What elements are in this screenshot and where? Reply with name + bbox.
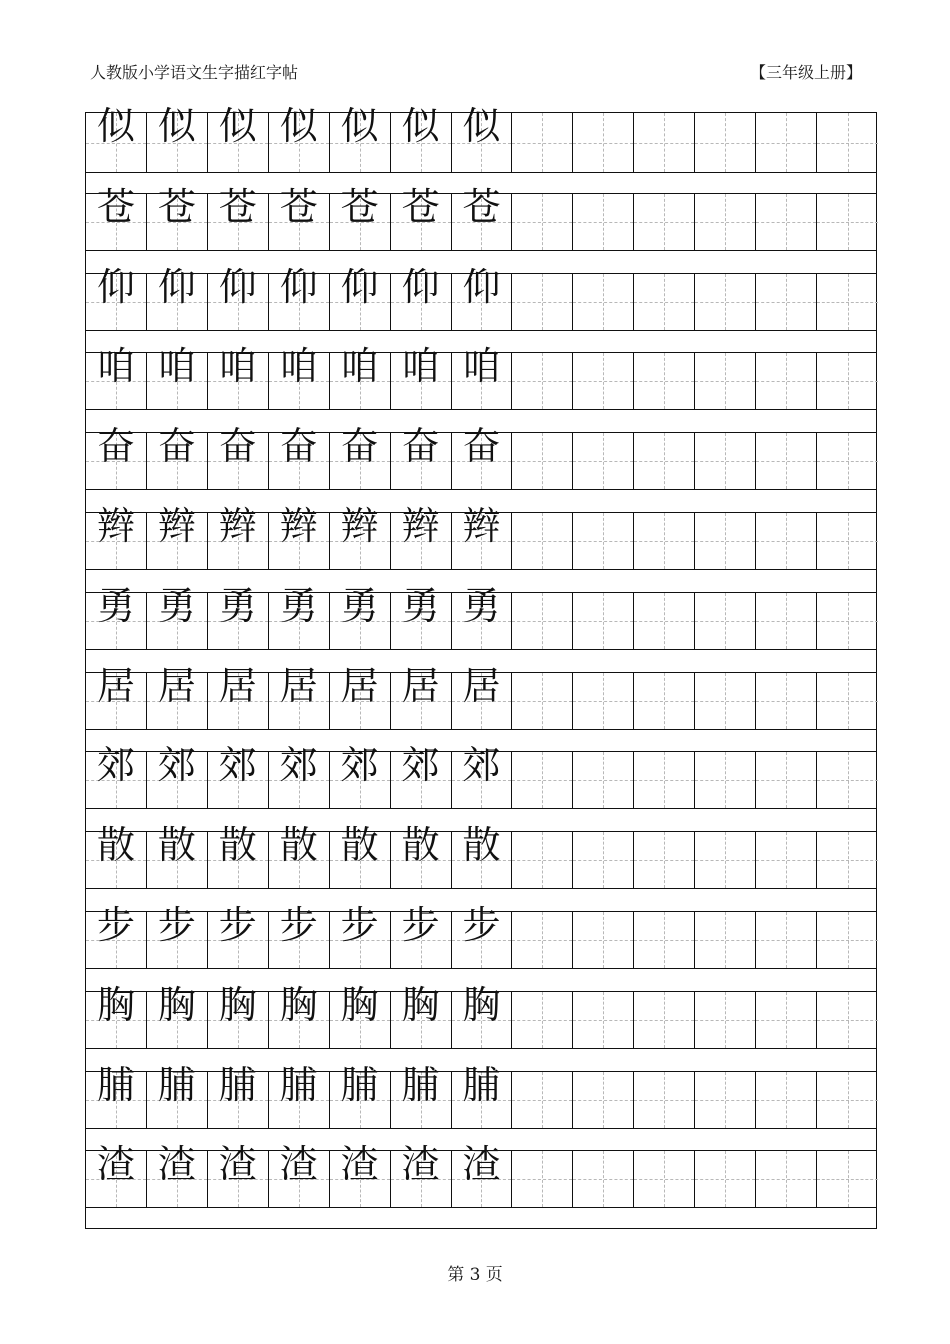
practice-character: 苍 (462, 184, 501, 229)
trace-cell (86, 823, 147, 888)
practice-character: 似 (401, 104, 440, 148)
practice-character: 似 (96, 104, 135, 148)
blank-cell (573, 513, 634, 569)
practice-row (86, 344, 876, 410)
trace-cell (147, 1062, 208, 1128)
practice-character: 咱 (279, 344, 318, 389)
practice-character: 居 (218, 663, 257, 708)
blank-cell (573, 593, 634, 649)
blank-cell (634, 433, 695, 489)
page-number: 第 3 页 (447, 1265, 503, 1285)
practice-character: 居 (401, 663, 440, 708)
trace-cell (330, 344, 391, 409)
trace-cell (391, 344, 452, 409)
blank-cell (573, 1151, 634, 1207)
trace-cell (330, 1142, 391, 1207)
blank-cell (756, 353, 817, 409)
trace-cell (330, 504, 391, 569)
blank-cell (756, 274, 817, 330)
blank-cell (817, 113, 878, 172)
trace-cell (208, 424, 269, 489)
trace-cell (391, 1142, 452, 1207)
practice-character: 脯 (157, 1062, 196, 1107)
blank-cell (634, 113, 695, 172)
practice-character: 胸 (279, 982, 318, 1027)
blank-cell (817, 1072, 878, 1128)
practice-character: 仰 (218, 264, 257, 309)
practice-row (86, 903, 876, 969)
practice-character: 胸 (218, 982, 257, 1027)
blank-cell (756, 912, 817, 968)
blank-cell (695, 353, 756, 409)
trace-cell (269, 264, 330, 330)
practice-character: 勇 (401, 583, 440, 628)
trace-cell (208, 982, 269, 1048)
blank-cell (512, 752, 573, 808)
practice-character: 郊 (96, 743, 135, 788)
blank-cell (573, 194, 634, 250)
practice-character: 郊 (401, 743, 440, 788)
trace-cell (330, 583, 391, 649)
trace-cell (208, 1142, 269, 1207)
practice-character: 渣 (401, 1142, 440, 1187)
blank-cell (634, 194, 695, 250)
blank-cell (817, 353, 878, 409)
trace-cell (452, 424, 513, 489)
trace-cell (269, 903, 330, 968)
practice-character: 渣 (218, 1142, 257, 1187)
blank-cell (695, 832, 756, 888)
trace-cell (208, 344, 269, 409)
trace-cell (452, 104, 513, 172)
practice-character: 勇 (462, 583, 501, 628)
trace-cell (391, 982, 452, 1048)
practice-character: 脯 (340, 1062, 379, 1107)
practice-character: 郊 (279, 743, 318, 788)
practice-character: 胸 (340, 982, 379, 1027)
practice-character: 苍 (401, 184, 440, 229)
trace-cell (452, 903, 513, 968)
trace-cell (452, 663, 513, 729)
practice-character: 步 (401, 903, 440, 947)
practice-character: 咱 (96, 344, 135, 389)
trace-cell (330, 184, 391, 250)
practice-character: 奋 (401, 424, 440, 469)
blank-cell (695, 593, 756, 649)
trace-cell (452, 1142, 513, 1207)
practice-character: 胸 (157, 982, 196, 1027)
trace-cell (147, 264, 208, 330)
practice-character: 苍 (218, 184, 257, 229)
practice-character: 居 (462, 663, 501, 708)
blank-cell (695, 274, 756, 330)
blank-cell (573, 113, 634, 172)
trace-cell (208, 104, 269, 172)
trace-cell (208, 264, 269, 330)
blank-cell (756, 513, 817, 569)
practice-character: 勇 (279, 583, 318, 628)
practice-character: 步 (157, 903, 196, 947)
blank-cell (634, 992, 695, 1048)
blank-cell (817, 992, 878, 1048)
trace-cell (86, 1062, 147, 1128)
practice-character: 渣 (340, 1142, 379, 1187)
practice-grid (85, 104, 877, 1229)
trace-cell (86, 663, 147, 729)
trace-cell (147, 663, 208, 729)
blank-cell (573, 832, 634, 888)
trace-cell (86, 184, 147, 250)
practice-character: 仰 (279, 264, 318, 309)
trace-cell (391, 1062, 452, 1128)
blank-cell (756, 433, 817, 489)
practice-character: 奋 (462, 424, 501, 469)
practice-row (86, 982, 876, 1049)
blank-cell (573, 1072, 634, 1128)
practice-character: 奋 (157, 424, 196, 469)
practice-character: 散 (279, 823, 318, 868)
blank-cell (634, 593, 695, 649)
practice-character: 散 (157, 823, 196, 868)
trace-cell (391, 583, 452, 649)
practice-character: 苍 (340, 184, 379, 229)
blank-cell (817, 752, 878, 808)
trace-cell (391, 823, 452, 888)
blank-cell (634, 513, 695, 569)
blank-cell (817, 1151, 878, 1207)
practice-character: 辫 (462, 504, 501, 548)
trace-cell (147, 504, 208, 569)
practice-character: 辫 (340, 504, 379, 548)
practice-character: 散 (340, 823, 379, 868)
practice-character: 脯 (96, 1062, 135, 1107)
blank-cell (634, 353, 695, 409)
blank-cell (817, 274, 878, 330)
blank-cell (512, 353, 573, 409)
blank-cell (512, 673, 573, 729)
trace-cell (147, 184, 208, 250)
trace-cell (330, 663, 391, 729)
trace-cell (330, 903, 391, 968)
blank-cell (573, 752, 634, 808)
blank-cell (634, 912, 695, 968)
trace-cell (86, 903, 147, 968)
trace-cell (86, 504, 147, 569)
trace-cell (452, 583, 513, 649)
practice-character: 散 (96, 823, 135, 868)
practice-character: 脯 (401, 1062, 440, 1107)
blank-cell (756, 194, 817, 250)
practice-character: 似 (462, 104, 501, 148)
practice-row (86, 1142, 876, 1208)
practice-character: 步 (96, 903, 135, 947)
practice-character: 咱 (462, 344, 501, 389)
blank-cell (573, 353, 634, 409)
trace-cell (452, 743, 513, 808)
trace-cell (330, 823, 391, 888)
trace-cell (147, 583, 208, 649)
trace-cell (147, 903, 208, 968)
blank-cell (634, 1072, 695, 1128)
trace-cell (391, 504, 452, 569)
practice-character: 咱 (340, 344, 379, 389)
blank-cell (512, 832, 573, 888)
practice-character: 勇 (340, 583, 379, 628)
trace-cell (86, 264, 147, 330)
blank-cell (695, 113, 756, 172)
trace-cell (452, 982, 513, 1048)
practice-character: 奋 (279, 424, 318, 469)
blank-cell (817, 513, 878, 569)
trace-cell (86, 583, 147, 649)
trace-cell (391, 104, 452, 172)
practice-character: 胸 (462, 982, 501, 1027)
trace-cell (208, 504, 269, 569)
blank-cell (573, 274, 634, 330)
trace-cell (269, 504, 330, 569)
blank-cell (817, 832, 878, 888)
practice-row (86, 663, 876, 730)
trace-cell (86, 104, 147, 172)
blank-cell (573, 673, 634, 729)
trace-cell (269, 1142, 330, 1207)
practice-character: 郊 (340, 743, 379, 788)
trace-cell (269, 982, 330, 1048)
practice-character: 仰 (96, 264, 135, 309)
practice-character: 咱 (157, 344, 196, 389)
practice-character: 渣 (279, 1142, 318, 1187)
trace-cell (452, 1062, 513, 1128)
practice-character: 仰 (462, 264, 501, 309)
blank-cell (634, 832, 695, 888)
trace-cell (452, 823, 513, 888)
trace-cell (269, 424, 330, 489)
practice-character: 脯 (462, 1062, 501, 1107)
practice-character: 散 (462, 823, 501, 868)
trace-cell (452, 264, 513, 330)
trace-cell (391, 663, 452, 729)
blank-cell (756, 113, 817, 172)
blank-cell (573, 433, 634, 489)
trace-cell (452, 504, 513, 569)
trace-cell (147, 982, 208, 1048)
practice-character: 步 (340, 903, 379, 947)
trace-cell (269, 663, 330, 729)
practice-character: 勇 (96, 583, 135, 628)
trace-cell (452, 344, 513, 409)
trace-cell (147, 823, 208, 888)
blank-cell (512, 513, 573, 569)
trace-cell (330, 982, 391, 1048)
trace-cell (86, 344, 147, 409)
trace-cell (330, 1062, 391, 1128)
trace-cell (330, 264, 391, 330)
blank-cell (695, 673, 756, 729)
practice-character: 似 (218, 104, 257, 148)
blank-cell (817, 593, 878, 649)
blank-cell (695, 1072, 756, 1128)
practice-character: 居 (340, 663, 379, 708)
blank-cell (756, 593, 817, 649)
blank-cell (512, 194, 573, 250)
blank-cell (695, 1151, 756, 1207)
practice-character: 步 (462, 903, 501, 947)
practice-character: 渣 (96, 1142, 135, 1187)
practice-character: 散 (218, 823, 257, 868)
volume-label: 【三年级上册】 (749, 63, 862, 82)
blank-cell (817, 433, 878, 489)
trace-cell (269, 823, 330, 888)
blank-cell (695, 992, 756, 1048)
trace-cell (269, 104, 330, 172)
blank-cell (695, 433, 756, 489)
practice-character: 咱 (401, 344, 440, 389)
trace-cell (86, 982, 147, 1048)
practice-row (86, 823, 876, 889)
practice-character: 胸 (401, 982, 440, 1027)
trace-cell (208, 743, 269, 808)
practice-character: 似 (279, 104, 318, 148)
practice-character: 渣 (462, 1142, 501, 1187)
blank-cell (512, 113, 573, 172)
blank-cell (695, 752, 756, 808)
trace-cell (86, 424, 147, 489)
practice-character: 苍 (157, 184, 196, 229)
trace-cell (86, 1142, 147, 1207)
blank-cell (512, 274, 573, 330)
blank-cell (512, 1151, 573, 1207)
practice-row (86, 104, 876, 173)
trace-cell (208, 583, 269, 649)
trace-cell (147, 424, 208, 489)
trace-cell (147, 743, 208, 808)
practice-character: 奋 (96, 424, 135, 469)
practice-row (86, 743, 876, 809)
blank-cell (756, 752, 817, 808)
practice-character: 胸 (96, 982, 135, 1027)
blank-cell (695, 194, 756, 250)
blank-cell (817, 673, 878, 729)
trace-cell (208, 184, 269, 250)
blank-cell (512, 1072, 573, 1128)
practice-row (86, 1062, 876, 1129)
blank-cell (573, 992, 634, 1048)
trace-cell (147, 104, 208, 172)
blank-cell (695, 912, 756, 968)
trace-cell (269, 184, 330, 250)
blank-cell (634, 752, 695, 808)
practice-character: 居 (96, 663, 135, 708)
blank-cell (512, 593, 573, 649)
trace-cell (391, 184, 452, 250)
practice-character: 郊 (218, 743, 257, 788)
trace-cell (330, 104, 391, 172)
trace-cell (330, 743, 391, 808)
blank-cell (817, 912, 878, 968)
practice-character: 居 (157, 663, 196, 708)
blank-cell (512, 912, 573, 968)
practice-character: 步 (218, 903, 257, 947)
practice-character: 勇 (218, 583, 257, 628)
blank-cell (756, 673, 817, 729)
practice-character: 步 (279, 903, 318, 947)
practice-character: 辫 (157, 504, 196, 548)
practice-character: 奋 (340, 424, 379, 469)
practice-character: 辫 (96, 504, 135, 548)
blank-cell (512, 992, 573, 1048)
trace-cell (391, 903, 452, 968)
practice-row (86, 583, 876, 650)
practice-row (86, 264, 876, 331)
practice-character: 辫 (218, 504, 257, 548)
trace-cell (269, 583, 330, 649)
practice-character: 仰 (157, 264, 196, 309)
practice-row (86, 184, 876, 251)
trace-cell (269, 344, 330, 409)
blank-cell (634, 1151, 695, 1207)
practice-character: 郊 (157, 743, 196, 788)
practice-row (86, 504, 876, 570)
blank-cell (756, 1151, 817, 1207)
trace-cell (391, 743, 452, 808)
practice-character: 苍 (279, 184, 318, 229)
practice-character: 脯 (218, 1062, 257, 1107)
practice-character: 勇 (157, 583, 196, 628)
practice-character: 似 (340, 104, 379, 148)
blank-cell (634, 274, 695, 330)
trace-cell (147, 344, 208, 409)
blank-cell (695, 513, 756, 569)
trace-cell (86, 743, 147, 808)
blank-cell (756, 992, 817, 1048)
practice-character: 脯 (279, 1062, 318, 1107)
practice-character: 辫 (279, 504, 318, 548)
trace-cell (208, 1062, 269, 1128)
trace-cell (208, 903, 269, 968)
blank-cell (634, 673, 695, 729)
practice-character: 仰 (401, 264, 440, 309)
practice-row (86, 424, 876, 490)
practice-character: 郊 (462, 743, 501, 788)
trace-cell (147, 1142, 208, 1207)
trace-cell (330, 424, 391, 489)
practice-character: 渣 (157, 1142, 196, 1187)
practice-character: 居 (279, 663, 318, 708)
practice-character: 辫 (401, 504, 440, 548)
blank-cell (573, 912, 634, 968)
practice-character: 奋 (218, 424, 257, 469)
blank-cell (756, 832, 817, 888)
blank-cell (512, 433, 573, 489)
blank-cell (756, 1072, 817, 1128)
trace-cell (208, 823, 269, 888)
trace-cell (391, 424, 452, 489)
blank-cell (817, 194, 878, 250)
practice-character: 散 (401, 823, 440, 868)
worksheet-title: 人教版小学语文生字描红字帖 (90, 63, 299, 82)
practice-character: 咱 (218, 344, 257, 389)
trace-cell (452, 184, 513, 250)
practice-character: 仰 (340, 264, 379, 309)
trace-cell (391, 264, 452, 330)
trace-cell (208, 663, 269, 729)
practice-character: 似 (157, 104, 196, 148)
trace-cell (269, 743, 330, 808)
practice-character: 苍 (96, 184, 135, 229)
trace-cell (269, 1062, 330, 1128)
